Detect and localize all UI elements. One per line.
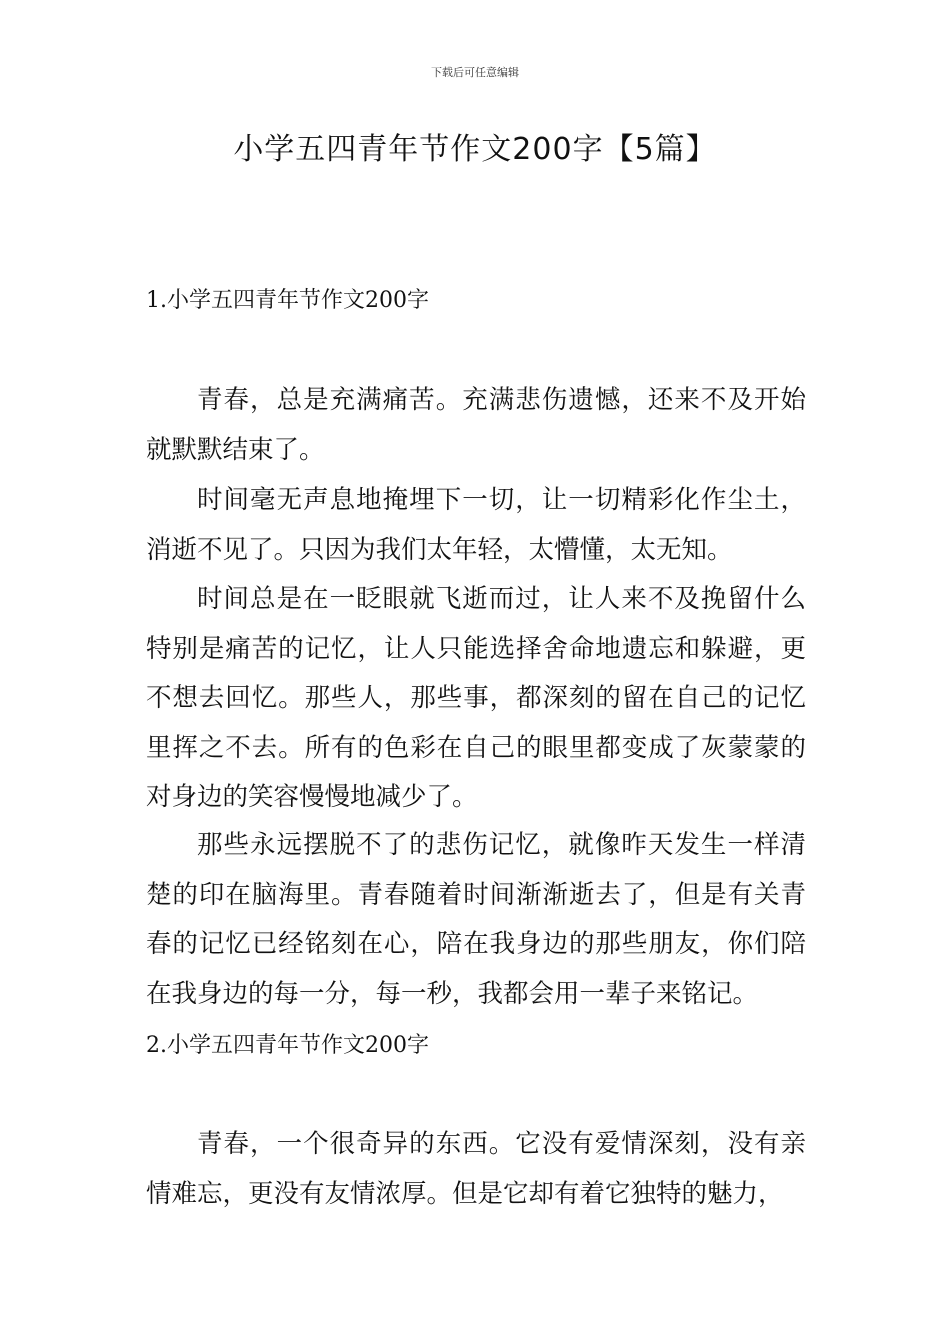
paragraph: 那些永远摆脱不了的悲伤记忆，就像昨天发生一样清楚的印在脑海里。青春随着时间渐渐逝去了，但是有关青春的记忆已经铭刻在心，陪在我身边的那些朋友，你们陪在我身边的每一分，每一秒，我都会用一辈子来铭记。 — [146, 830, 806, 1009]
document-title: 小学五四青年节作文200字【5篇】 — [233, 132, 717, 167]
paragraph: 时间总是在一眨眼就飞逝而过，让人来不及挽留什么特别是痛苦的记忆，让人只能选择舍命地遗忘和躲避，更不想去回忆。那些人，那些事，都深刻的留在自己的记忆里挥之不去。所有的色彩在自己的眼里都变成了灰蒙蒙的对身边的笑容慢慢地减少了。 — [146, 584, 806, 812]
header-note: 下载后可任意编辑 — [431, 66, 519, 79]
paragraph: 青春，总是充满痛苦。充满悲伤遗憾，还来不及开始就默默结束了。 — [146, 385, 806, 465]
paragraph: 青春，一个很奇异的东西。它没有爱情深刻，没有亲情难忘，更没有友情浓厚。但是它却有着它独特的魅力， — [146, 1129, 806, 1209]
section-heading: 1.小学五四青年节作文200字 — [146, 288, 429, 313]
paragraph: 时间毫无声息地掩埋下一切，让一切精彩化作尘土，消逝不见了。只因为我们太年轻，太懵懂，太无知。 — [146, 485, 806, 565]
section-heading: 2.小学五四青年节作文200字 — [146, 1033, 429, 1058]
